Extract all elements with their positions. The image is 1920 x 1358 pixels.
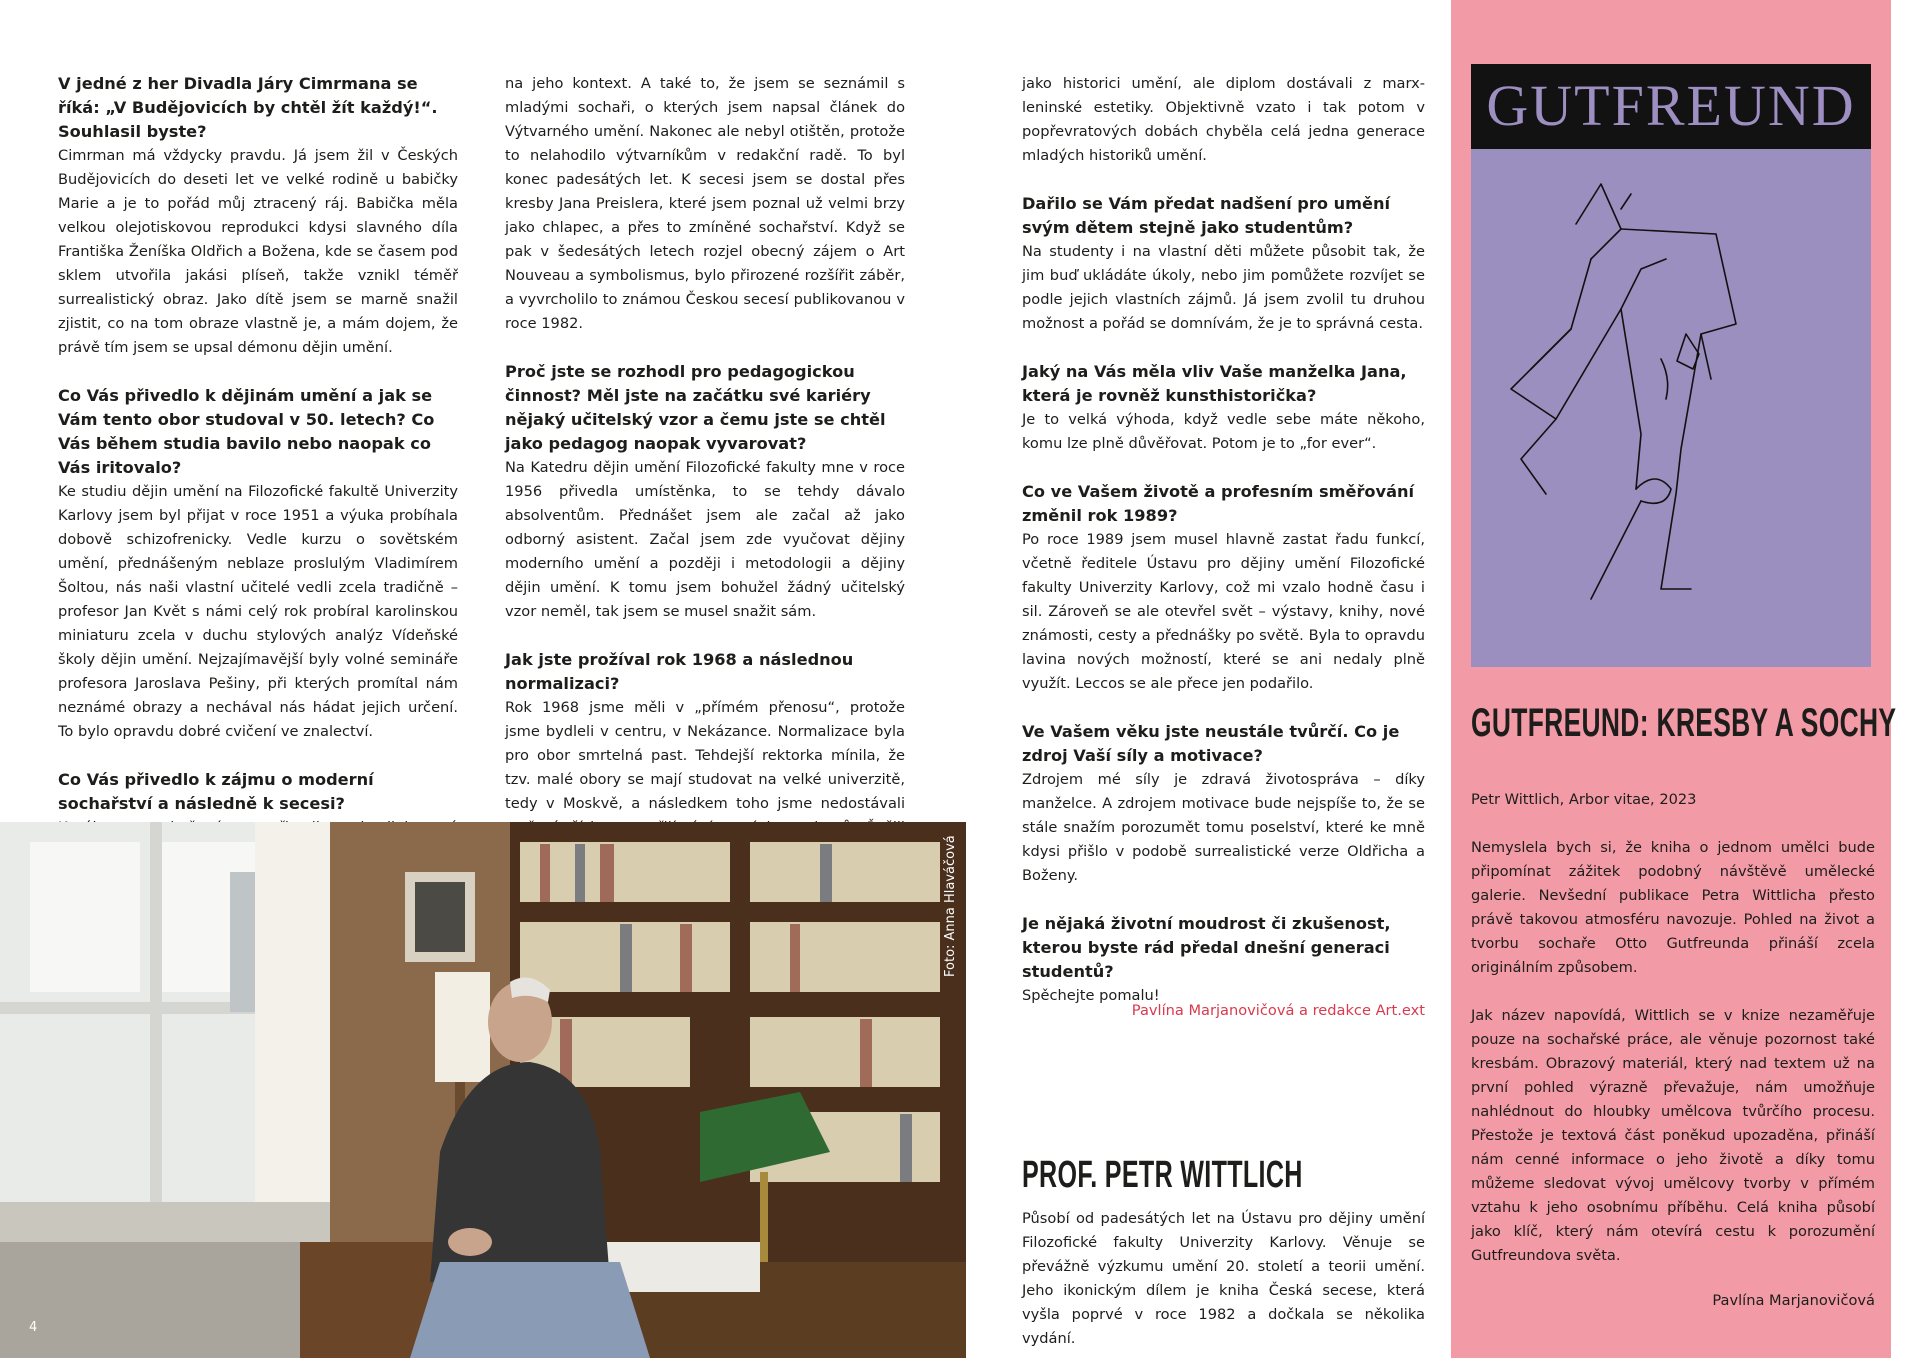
interview-question: Co Vás přivedlo k zájmu o moderní sochařství a následně k secesi? <box>58 770 374 813</box>
bio-title: PROF. PETR WITTLICH <box>1022 1154 1303 1196</box>
cover-drawing <box>1471 149 1871 667</box>
interview-answer: Rok 1968 jsme měli v „přímém přenosu“, protože jsme bydleli v centru, v Nekázance. Normalizace byla pro obor smrtelná past. Tehdejší rektorka mínila, že tzv. malé obory se mají studovat na velké univerzitě, tedy v Moskvě, a následkem toho jsme nedostávali <box>505 699 905 812</box>
photo-credit: Foto: Anna Hlaváčová <box>943 835 958 977</box>
portrait-photo <box>0 822 966 1358</box>
book-review <box>1471 836 1875 1292</box>
page-number: 4 <box>29 1320 38 1335</box>
interview-question: Proč jste se rozhodl pro pedagogickou činnost? Měl jste na začátku své kariéry nějaký učitelský vzor a čemu jste se chtěl jako pedagog naopak vyvarovat? <box>505 362 886 453</box>
book-meta: Petr Wittlich, Arbor vitae, 2023 <box>1471 791 1697 808</box>
bio-text: Působí od padesátých let na Ústavu pro dějiny umění Filozofické fakulty Univerzity Karlovy. Věnuje se převážně výzkumu umění 20. století a teorii umění. Jeho ikonickým dílem je kniha Česká secese, která vyšla poprvé v roce 1982 a dočkala se několika vydání. <box>1022 1210 1425 1347</box>
interview-answer: Ke studiu dějin umění na Filozofické fakultě Univerzity Karlovy jsem byl přijat v roce 1951 a výuka probíhala dobově schizofrenicky. Vedle kurzu o sovětském umění, přednášeným neblaze proslulým Vladimírem Šoltou, nás naši vlastní učitelé vedli zcela tradičně – profesor Jan Květ s námi celý rok probíral karolinskou miniaturu zcela v duchu stylových analýz Vídeňské školy dějin umění. Nejzajímavější byly volné semináře profesora Jaroslava Pešiny, při kterých promítal nám neznámé obrazy a nechával nás hádat jejich určení. To bylo opravdu dobré cvičení ve znalectví. <box>58 483 458 740</box>
interview-question: Dařilo se Vám předat nadšení pro umění svým dětem stejně jako studentům? <box>1022 194 1391 237</box>
interview-question: Co ve Vašem životě a profesním směřování změnil rok 1989? <box>1022 482 1415 525</box>
paragraph-gap <box>505 624 905 648</box>
paragraph-gap <box>505 336 905 360</box>
interview-answer: Cimrman má vždycky pravdu. Já jsem žil v Českých Budějovicích do deseti let ve velké rodině u babičky Marie a je to pořád můj ztracený ráj. Babička měla velkou olejotiskovou reprodukci kdysi slavného díla Františka Ženíška Oldřich a Božena, kde se časem pod sklem utvořila jakási plíseň, takže vznikl téměř surrealistický obraz. Jako dítě jsem se marně snažil zjistit, co na tom obraze vlastně je, a mám dojem, že právě tím jsem se upsal démonu dějin umění. <box>58 147 458 356</box>
interview-question: Jaký na Vás měla vliv Vaše manželka Jana, která je rovněž kunsthistorička? <box>1022 362 1407 405</box>
interview-question: Jak jste prožíval rok 1968 a následnou normalizaci? <box>505 650 854 693</box>
interview-answer: Na studenty i na vlastní děti můžete působit tak, že jim buď ukládáte úkoly, nebo jim pomůžete rozvíjet se podle jejich vlastních zájmů. Já jsem zvolil tu druhou možnost a pořád se domnívám, že je to správná cesta. <box>1022 243 1425 332</box>
book-cover <box>1471 64 1871 667</box>
interview-answer: Spěchejte pomalu! <box>1022 987 1160 1004</box>
paragraph-gap <box>58 744 458 768</box>
book-title: GUTFREUND: KRESBY A SOCHY <box>1471 701 1897 745</box>
interview-question: Je nějaká životní moudrost či zkušenost, kterou byste rád předal dnešní generaci studentů? <box>1022 914 1391 981</box>
interview-answer: Na Katedru dějin umění Filozofické fakulty mne v roce 1956 přivedla umístěnka, to se tehdy dávalo absolventům. Přednášet jsem ale začal až jako odborný asistent. Začal jsem zde vyučovat dějiny moderního umění a později i metodologii a dějiny dějin umění. K tomu jsem bohužel žádný učitelský vzor neměl, tak jsem se musel snažit sám. <box>505 459 905 620</box>
article-column-3 <box>1022 72 1425 1008</box>
paragraph-gap <box>1022 168 1425 192</box>
review-paragraph: Nemyslela bych si, že kniha o jednom umělci bude připomínat zážitek podobný návštěvě umělecké galerie. Nevšední publikace Petra Wittlicha přesto právě takovou atmosféru navozuje. Pohled na život a tvorbu sochaře Otto Gutfreunda přináší zcela originálním způsobem. <box>1471 839 1875 976</box>
interview-answer: jako historici umění, ale diplom dostávali z marx-leninské estetiky. Objektivně vzato i tak potom v popřevratových dobách chyběla celá jedna generace mladých historiků umění. <box>1022 75 1425 164</box>
cover-title: GUTFREUND <box>1486 73 1856 138</box>
review-paragraph: Jak název napovídá, Wittlich se v knize nezaměřuje pouze na sochařské práce, ale věnuje pozornost také kresbám. Obrazový materiál, který nad textem už na první pohled výrazně převažuje, nám umožňuje nahlédnout do hloubky umělcova tvůrčího procesu. Přestože je textová část poněkud upozaděna, přináší nám cenné informace o jeho životě a díky tomu můžeme sledovat vývoj umělcovy tvorby v přímém vztahu k jeho osobnímu příběhu. Celá kniha působí jako klíč, který nám otevírá cestu k porozumění Gutfreundova světa. <box>1471 1007 1875 1264</box>
paragraph-gap <box>1022 696 1425 720</box>
interview-answer: Po roce 1989 jsem musel hlavně zastat řadu funkcí, včetně ředitele Ústavu pro dějiny umění Filozofické fakulty Univerzity Karlovy, což mi vzalo hodně času i sil. Zároveň se ale otevřel svět – výstavy, knihy, nové známosti, cesty a přednášky po světě. Byla to opravdu lavina nových možností, které se ani nedaly plně využít. Leccos se ale přece jen podařilo. <box>1022 531 1425 692</box>
interview-question: Co Vás přivedlo k dějinám umění a jak se Vám tento obor studoval v 50. letech? Co Vás během studia bavilo nebo naopak co Vás iritovalo? <box>58 386 435 477</box>
interview-question: Ve Vašem věku jste neustále tvůrčí. Co je zdroj Vaší síly a motivace? <box>1022 722 1400 765</box>
paragraph-gap <box>1022 456 1425 480</box>
paragraph-gap <box>58 360 458 384</box>
review-author: Pavlína Marjanovičová <box>1712 1292 1875 1309</box>
article-column-2 <box>505 72 905 888</box>
interview-answer: Zdrojem mé síly je zdravá životospráva – díky manželce. A zdrojem motivace bude nejspíše to, že se stále snažím porozumět tomu poselství, které ke mně kdysi přišlo v podobě surrealistické verze Oldřicha a Boženy. <box>1022 771 1425 884</box>
paragraph-gap <box>1022 888 1425 912</box>
paragraph-gap <box>1022 336 1425 360</box>
bio-box <box>1022 1153 1425 1351</box>
interview-answer: na jeho kontext. A také to, že jsem se seznámil s mladými sochaři, o kterých jsem napsal článek do Výtvarného umění. Nakonec ale nebyl otištěn, protože to nelahodilo výtvarníkům v redakční radě. To byl konec padesátých let. K secesi jsem se dostal přes kresby Jana Preislera, které jsem poznal už velmi brzy jako chlapec, a přes to zmíněné sochařství. Když se pak v šedesátých letech rozjel obecný zájem o Art Nouveau a symbolismus, bylo přirozené rozšířit záběr, a vyvrcholilo to známou Českou secesí publikovanou v roce 1982. <box>505 75 905 332</box>
author-credit: Pavlína Marjanovičová a redakce Art.ext <box>1131 1002 1425 1019</box>
interview-question: V jedné z her Divadla Járy Cimrmana se říká: „V Budějovicích by chtěl žít každý!“. Souhlasil byste? <box>58 74 438 141</box>
interview-answer: Je to velká výhoda, když vedle sebe máte někoho, komu lze plně důvěřovat. Potom je to „for ever“. <box>1022 411 1425 452</box>
article-column-1 <box>58 72 458 888</box>
book-review-sidebar <box>1451 0 1897 1358</box>
